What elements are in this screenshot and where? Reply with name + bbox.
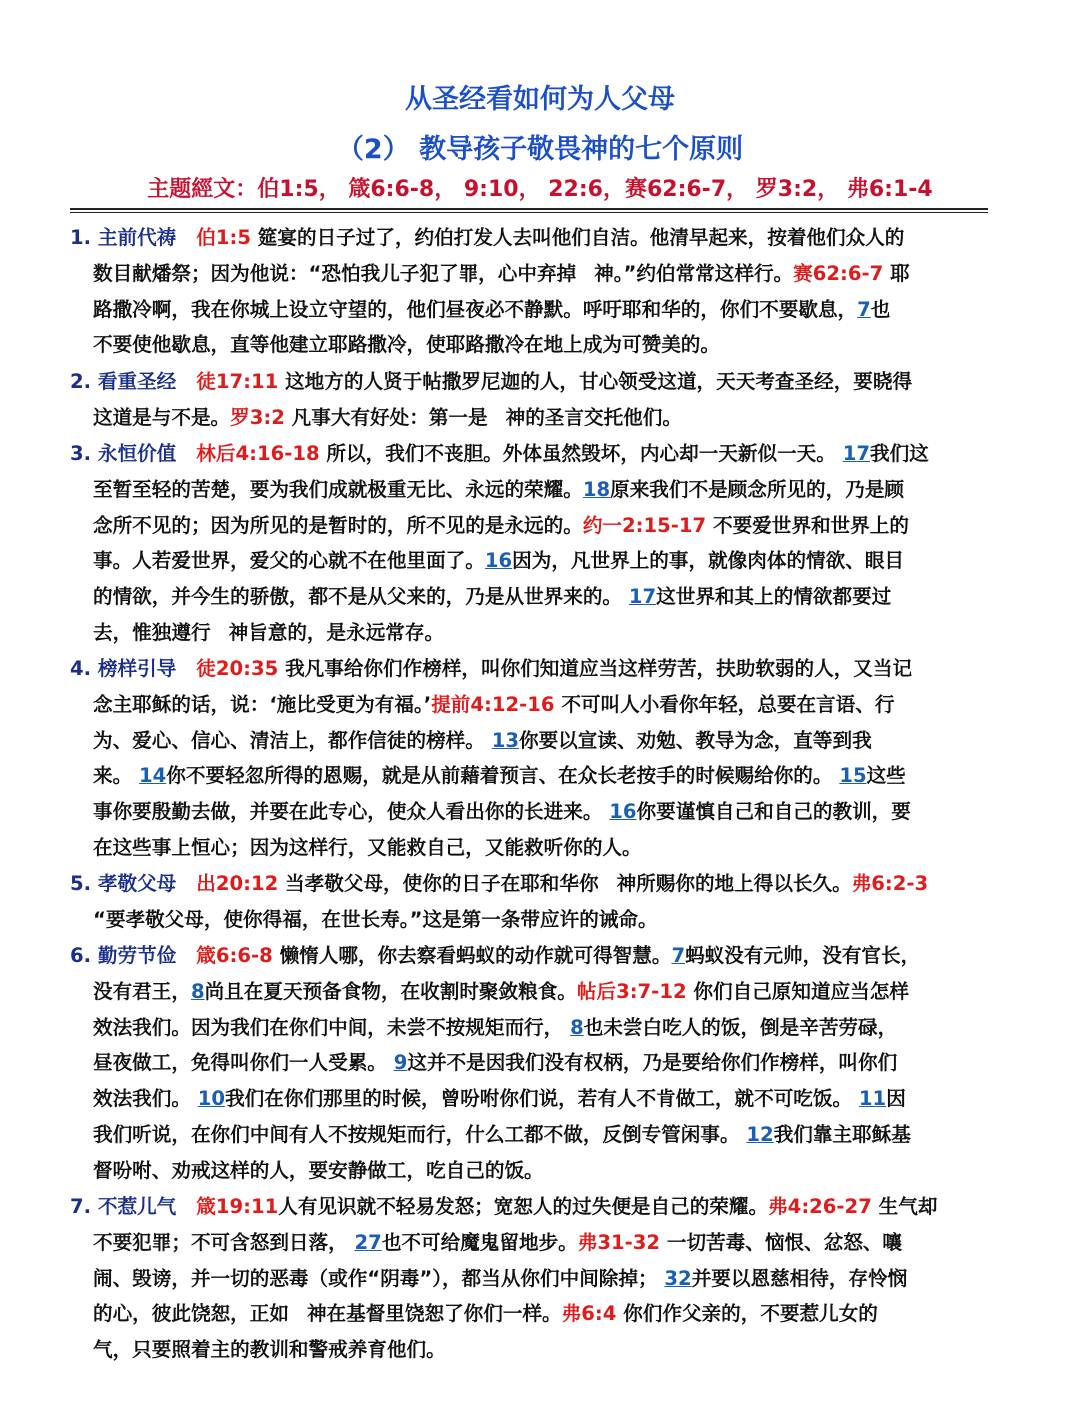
verse-text: 蚂蚁没有元帅，没有官长， <box>685 944 921 967</box>
section-line <box>70 220 986 256</box>
section-heading: 主前代祷 <box>97 226 177 249</box>
section-line <box>70 1045 986 1081</box>
verse-number: 7 <box>857 297 871 321</box>
verse-text: 为、爱心、信心、清洁上，都作信徒的榜样。 <box>93 728 492 752</box>
header-divider-thick <box>70 208 988 210</box>
verse-number: 10 <box>197 1087 226 1111</box>
section-line <box>70 687 986 723</box>
verse-number: 12 <box>746 1122 774 1146</box>
verse-number: 32 <box>664 1266 692 1290</box>
verse-number: 13 <box>491 728 519 752</box>
section-7 <box>70 1189 986 1368</box>
verse-number: 27 <box>354 1230 382 1254</box>
verse-text: 神的圣言交托他们。 <box>505 405 682 429</box>
verse-text: 因 <box>886 1087 906 1111</box>
section-5 <box>70 866 986 938</box>
scripture-reference: 伯1:5 <box>196 226 251 249</box>
verse-text: 也未尝白吃人的饭，倒是辛苦劳碌， <box>583 1015 898 1039</box>
verse-text: 去，惟独遵行 <box>93 620 211 644</box>
verse-text: 我们在你们那里的时候，曾吩咐你们说，若有人不肯做工，就不可吃饭。 <box>225 1087 859 1111</box>
section-line <box>70 364 986 400</box>
theme-scriptures: 主题經文：伯1:5， 箴6:6-8， 9:10， 22:6，赛62:6-7， 罗3:2， 弗6:1-4 <box>147 177 933 202</box>
verse-number: 17 <box>842 442 870 465</box>
verse-text: 的心，彼此饶恕，正如 <box>93 1302 289 1326</box>
section-number: 2. <box>70 370 98 393</box>
verse-text: 这并不是因我们没有权柄，乃是要给你们作榜样，叫你们 <box>407 1051 898 1075</box>
section-line <box>70 1153 986 1189</box>
section-line <box>70 1296 986 1332</box>
verse-text: 这些 <box>866 764 906 788</box>
section-line <box>70 292 986 328</box>
verse-text: 路撒冷啊，我在你城上设立守望的，他们昼夜必不静默。呼吁耶和华的，你们不要歇息， <box>93 297 858 321</box>
section-number: 3. <box>70 442 98 465</box>
verse-text: 在这些事上恒心；因为这样行，又能救自己，又能救听你的人。 <box>93 835 642 859</box>
verse-text: 我们靠主耶稣基 <box>773 1122 911 1146</box>
section-number: 5. <box>70 872 98 895</box>
verse-number: 16 <box>484 549 513 573</box>
verse-text: 神在基督里饶恕了你们一样。 <box>306 1302 562 1326</box>
verse-text: 你要以宣读、劝勉、教导为念，直等到我 <box>518 728 872 752</box>
section-line <box>70 1189 986 1225</box>
verse-text: 我们这 <box>869 442 929 465</box>
section-line <box>70 651 986 687</box>
verse-text: 不可叫人小看你年轻，总要在言语、行 <box>554 692 895 716</box>
section-line <box>70 1117 986 1153</box>
section-heading: 勤劳节俭 <box>97 944 177 967</box>
section-line <box>70 938 986 974</box>
verse-text: 懒惰人哪，你去察看蚂蚁的动作就可得智慧。 <box>272 944 672 967</box>
verse-text: 事你要殷勤去做，并要在此专心，使众人看出你的长进来。 <box>93 800 610 824</box>
section-line <box>70 436 986 472</box>
section-heading: 看重圣经 <box>97 370 177 393</box>
section-line <box>70 866 986 902</box>
section-heading: 孝敬父母 <box>97 872 177 895</box>
verse-text: 神所赐你的地上得以长久。 <box>616 872 852 895</box>
verse-text: 你要谨慎自己和自己的教训，要 <box>636 800 911 824</box>
section-line <box>70 579 986 615</box>
section-number: 6. <box>70 944 98 967</box>
scripture-reference: 赛62:6-7 <box>793 261 884 285</box>
section-number: 1. <box>70 226 98 249</box>
scripture-reference: 箴6:6-8 <box>196 944 273 967</box>
scripture-reference: 约一2:15-17 <box>582 513 707 537</box>
section-line <box>70 472 986 508</box>
section-line <box>70 543 986 579</box>
section-number: 7. <box>70 1195 98 1218</box>
verse-text: 因为，凡世界上的事，就像肉体的情欲、眼目 <box>512 549 905 573</box>
verse-text: 来。 <box>93 764 140 788</box>
verse-text: 气，只要照着主的教训和警戒养育他们。 <box>93 1338 446 1362</box>
header-divider-thin <box>70 212 988 213</box>
verse-text: 你不要轻忽所得的恩赐，就是从前藉着预言、在众长老按手的时候赐给你的。 <box>166 764 840 788</box>
section-line <box>70 794 986 830</box>
verse-text: 昼夜做工，免得叫你们一人受累。 <box>93 1051 394 1075</box>
verse-number: 14 <box>139 764 167 788</box>
section-number: 4. <box>70 657 98 680</box>
verse-text: 这道是与不是。 <box>93 405 231 429</box>
section-6 <box>70 938 986 1189</box>
verse-text: 至暂至轻的苦楚，要为我们成就极重无比、永远的荣耀。 <box>93 477 583 501</box>
verse-text: 数目献燔祭；因为他说：“恐怕我儿子犯了罪，心中弃掉 <box>93 261 577 285</box>
verse-text: 不要使他歇息，直等他建立耶路撒冷，使耶路撒冷在地上成为可赞美的。 <box>93 333 720 357</box>
section-line <box>70 615 986 651</box>
verse-text: 神旨意的，是永远常存。 <box>228 620 445 644</box>
verse-text: 这地方的人贤于帖撒罗尼迦的人，甘心领受这道，天天考查圣经，要晓得 <box>278 370 913 393</box>
verse-text: 神。”约伯常常这样行。 <box>594 261 794 285</box>
verse-text: 没有君王， <box>93 979 191 1003</box>
scripture-reference: 徒17:11 <box>196 370 279 393</box>
section-heading: 榜样引导 <box>97 657 177 680</box>
verse-text: 筵宴的日子过了，约伯打发人去叫他们自洁。他清早起来，按着他们众人的 <box>250 226 905 249</box>
verse-number: 18 <box>582 477 611 501</box>
verse-text: 原来我们不是顾念所见的，乃是顾 <box>610 477 905 501</box>
verse-text: 效法我们。因为我们在你们中间，未尝不按规矩而行， <box>93 1015 571 1039</box>
verse-text: 你们作父亲的，不要惹儿女的 <box>616 1302 878 1326</box>
verse-text: 也不可给魔鬼留地步。 <box>381 1230 578 1254</box>
verse-text: 尚且在夏天预备食物，在收割时聚敛粮食。 <box>204 979 577 1003</box>
verse-text: 也 <box>870 297 891 321</box>
section-line <box>70 327 986 363</box>
section-1 <box>70 220 986 363</box>
section-line <box>70 1010 986 1046</box>
verse-number: 16 <box>609 800 637 824</box>
scripture-reference: 提前4:12-16 <box>431 692 555 716</box>
verse-text: 事。人若爱世界，爱父的心就不在他里面了。 <box>93 549 485 573</box>
scripture-reference: 罗3:2 <box>230 405 285 429</box>
section-3 <box>70 436 986 651</box>
scripture-reference: 弗4:26-27 <box>768 1195 872 1218</box>
section-line <box>70 400 986 436</box>
verse-text: 并要以恩慈相待，存怜悯 <box>691 1266 908 1290</box>
verse-text: 不要犯罪；不可含怒到日落， <box>93 1230 355 1254</box>
scripture-reference: 徒20:35 <box>196 657 279 680</box>
scripture-reference: 弗6:4 <box>561 1302 617 1326</box>
section-line <box>70 902 986 938</box>
section-line <box>70 830 986 866</box>
scripture-reference: 弗31-32 <box>577 1230 661 1254</box>
verse-number: 15 <box>839 764 867 788</box>
section-line <box>70 1081 986 1117</box>
verse-number: 17 <box>628 585 657 609</box>
verse-number: 11 <box>858 1087 887 1111</box>
verse-text: 凡事大有好处：第一是 <box>284 405 488 429</box>
verse-text: 效法我们。 <box>93 1087 198 1111</box>
section-2 <box>70 364 986 436</box>
verse-text: 一切苦毒、恼恨、忿怒、嚷 <box>660 1230 902 1254</box>
verse-text: 不要爱世界和世界上的 <box>706 513 909 537</box>
verse-text: 这世界和其上的情欲都要过 <box>656 585 892 609</box>
verse-text: 闹、毁谤，并一切的恶毒（或作“阴毒”），都当从你们中间除掉； <box>93 1266 665 1290</box>
verse-text: 人有见识就不轻易发怒；宽恕人的过失便是自己的荣耀。 <box>278 1195 769 1218</box>
section-line <box>70 1225 986 1261</box>
section-4 <box>70 651 986 866</box>
section-line <box>70 1332 986 1368</box>
verse-text: 念所不见的；因为所见的是暂时的，所不见的是永远的。 <box>93 513 583 537</box>
section-line <box>70 974 986 1010</box>
verse-text: 生气却 <box>871 1195 938 1218</box>
section-line <box>70 723 986 759</box>
document-title: 从圣经看如何为人父母 <box>405 84 675 115</box>
scripture-reference: 弗6:2-3 <box>851 872 929 895</box>
section-line <box>70 1261 986 1297</box>
verse-number: 8 <box>190 979 205 1003</box>
verse-number: 8 <box>570 1015 584 1039</box>
verse-text: 所以，我们不丧胆。外体虽然毁坏，内心却一天新似一天。 <box>319 442 843 465</box>
scripture-reference: 出20:12 <box>196 872 279 895</box>
section-line <box>70 758 986 794</box>
verse-text: 督吩咐、劝戒这样的人，要安静做工，吃自己的饭。 <box>93 1158 544 1182</box>
scripture-reference: 林后4:16-18 <box>196 442 320 465</box>
scripture-reference: 帖后3:7-12 <box>576 979 687 1003</box>
document-subtitle: （2） 教导孩子敬畏神的七个原则 <box>336 134 744 165</box>
verse-text: “要孝敬父母，使你得福，在世长寿。”这是第一条带应许的诫命。 <box>93 907 658 931</box>
verse-number: 7 <box>671 944 686 967</box>
verse-text: 我凡事给你们作榜样，叫你们知道应当这样劳苦，扶助软弱的人，又当记 <box>278 657 913 680</box>
verse-text: 的情欲，并今生的骄傲，都不是从父来的，乃是从世界来的。 <box>93 585 629 609</box>
scripture-reference: 箴19:11 <box>196 1195 279 1218</box>
section-heading: 不惹儿气 <box>97 1195 177 1218</box>
verse-text: 我们听说，在你们中间有人不按规矩而行，什么工都不做，反倒专管闲事。 <box>93 1122 747 1146</box>
section-heading: 永恒价值 <box>97 442 177 465</box>
verse-text: 耶 <box>883 261 910 285</box>
verse-text: 念主耶稣的话，说：‘施比受更为有福。’ <box>93 692 432 716</box>
section-line <box>70 508 986 544</box>
section-line <box>70 256 986 292</box>
verse-text: 当孝敬父母，使你的日子在耶和华你 <box>278 872 599 895</box>
verse-text: 你们自己原知道应当怎样 <box>686 979 909 1003</box>
verse-number: 9 <box>393 1051 408 1075</box>
